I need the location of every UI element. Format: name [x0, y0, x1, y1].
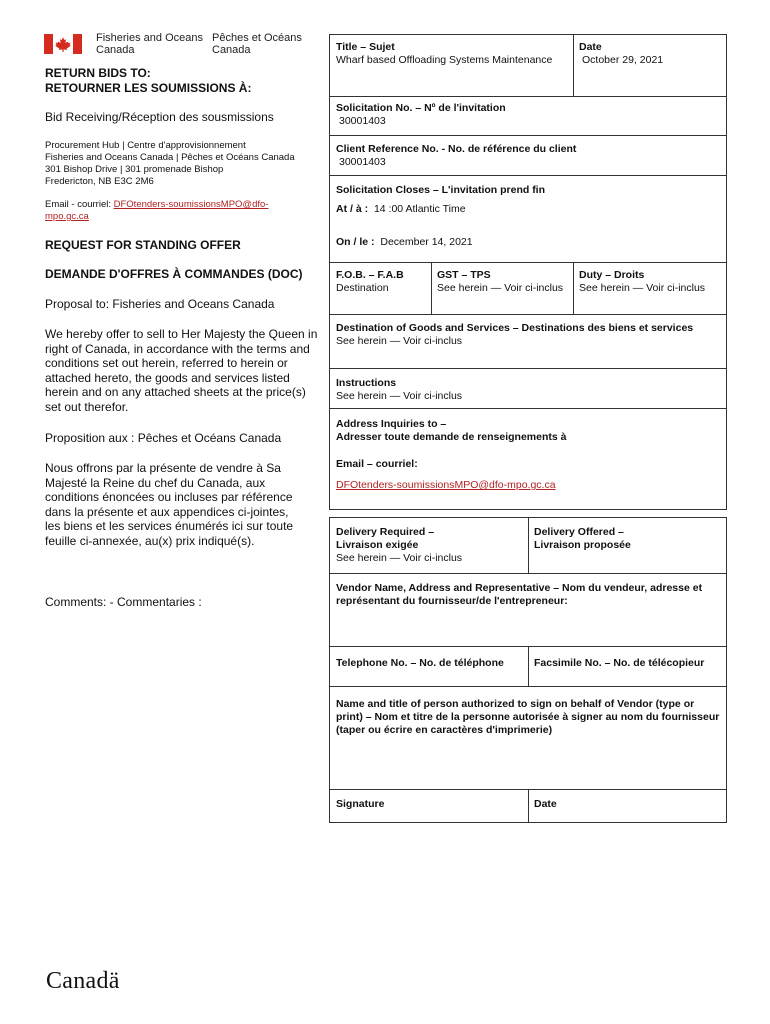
- signature-field: Signature: [336, 798, 385, 810]
- title-field: Title – Sujet Wharf based Offloading Systems Maintenance: [336, 41, 553, 66]
- fob-field: F.O.B. – F.A.B Destination: [336, 269, 404, 294]
- canada-wordmark-logo: Canadä: [46, 968, 120, 994]
- signature-date-field: Date: [534, 798, 557, 810]
- delivery-offered: Delivery Offered – Livraison proposée: [534, 526, 631, 551]
- inquiries-field: Address Inquiries to – Adresser toute demande de renseignements à Email – courriel: DFOtenders-soumissionsMPO@dfo-mpo.gc.ca: [336, 418, 567, 491]
- solicitation-closes: Solicitation Closes – L'invitation prend fin At / à : 14 :00 Atlantic Time On / le : December 14, 2021: [336, 184, 546, 248]
- date-field: Date October 29, 2021: [579, 41, 664, 66]
- return-bids-heading: RETURN BIDS TO: RETOURNER LES SOUMISSIONS À:: [45, 66, 252, 95]
- comments: Comments: - Commentaries :: [45, 595, 202, 609]
- solicitation-form: [329, 34, 727, 510]
- department-name-fr: Pêches et Océans Canada: [212, 32, 302, 56]
- duty-field: Duty – Droits See herein — Voir ci-inclus: [579, 269, 706, 294]
- delivery-required: Delivery Required – Livraison exigée See herein — Voir ci-inclus: [336, 526, 463, 564]
- facsimile-field: Facsimile No. – No. de télécopieur: [534, 657, 705, 669]
- demande-title: DEMANDE D'OFFRES À COMMANDES (DOC): [45, 267, 303, 281]
- offer-text-en: We hereby offer to sell to Her Majesty the Queen in right of Canada, in accordance with the terms and conditions set out herein, referred to herein or attached hereto, the goods and services listed herein and on any attached sheets at the price(s) set out therefor.: [45, 327, 318, 414]
- email-link[interactable]: DFOtenders-soumissionsMPO@dfo-: [113, 199, 269, 210]
- solicitation-number: Solicitation No. – Nº de l'invitation 30001403: [336, 102, 506, 127]
- destination-field: Destination of Goods and Services – Destinations des biens et services See herein — Voir ci-inclus: [336, 322, 694, 347]
- vendor-form: [329, 517, 727, 823]
- left-email: Email - courriel: DFOtenders-soumissionsMPO@dfo- mpo.gc.ca: [45, 199, 269, 222]
- vendor-name-field: Vendor Name, Address and Representative – Nom du vendeur, adresse et représentant du fournisseur/de l'entrepreneur:: [336, 582, 703, 607]
- proposition-aux: Proposition aux : Pêches et Océans Canada: [45, 431, 282, 445]
- gst-field: GST – TPS See herein — Voir ci-inclus: [437, 269, 564, 294]
- instructions-field: Instructions See herein — Voir ci-inclus: [336, 377, 463, 402]
- offer-text-fr: Nous offrons par la présente de vendre à Sa Majesté la Reine du chef du Canada, aux conditions énoncées ou incluses par référence dans la présente et aux appendices ci-jointes, les biens et les services énumérés ici sur toute feuille ci-annexée, au(x) prix indiqué(s).: [45, 461, 294, 548]
- inquiries-email-link[interactable]: DFOtenders-soumissionsMPO@dfo-mpo.gc.ca: [336, 479, 556, 491]
- mailing-address: Procurement Hub | Centre d'approvisionnement Fisheries and Oceans Canada | Pêches et Océans Canada 301 Bishop Drive | 301 promenade Bishop Fredericton, NB E3C 2M6: [45, 140, 295, 187]
- department-signature: [44, 32, 324, 62]
- canada-flag-icon: [44, 34, 82, 54]
- department-name-en: Fisheries and Oceans Canada: [96, 32, 203, 56]
- request-title: REQUEST FOR STANDING OFFER: [45, 238, 241, 252]
- signatory-field: Name and title of person authorized to sign on behalf of Vendor (type or print) – Nom et titre de la personne autorisée à signer au nom du fournisseur (taper ou écrire en caractères d'imprimerie): [336, 698, 720, 736]
- proposal-to: Proposal to: Fisheries and Oceans Canada: [45, 297, 275, 311]
- email-link-continuation[interactable]: mpo.gc.ca: [45, 211, 89, 222]
- telephone-field: Telephone No. – No. de téléphone: [336, 657, 504, 669]
- client-reference: Client Reference No. - No. de référence du client 30001403: [336, 143, 577, 168]
- bid-receiving: Bid Receiving/Réception des sousmissions: [45, 110, 274, 124]
